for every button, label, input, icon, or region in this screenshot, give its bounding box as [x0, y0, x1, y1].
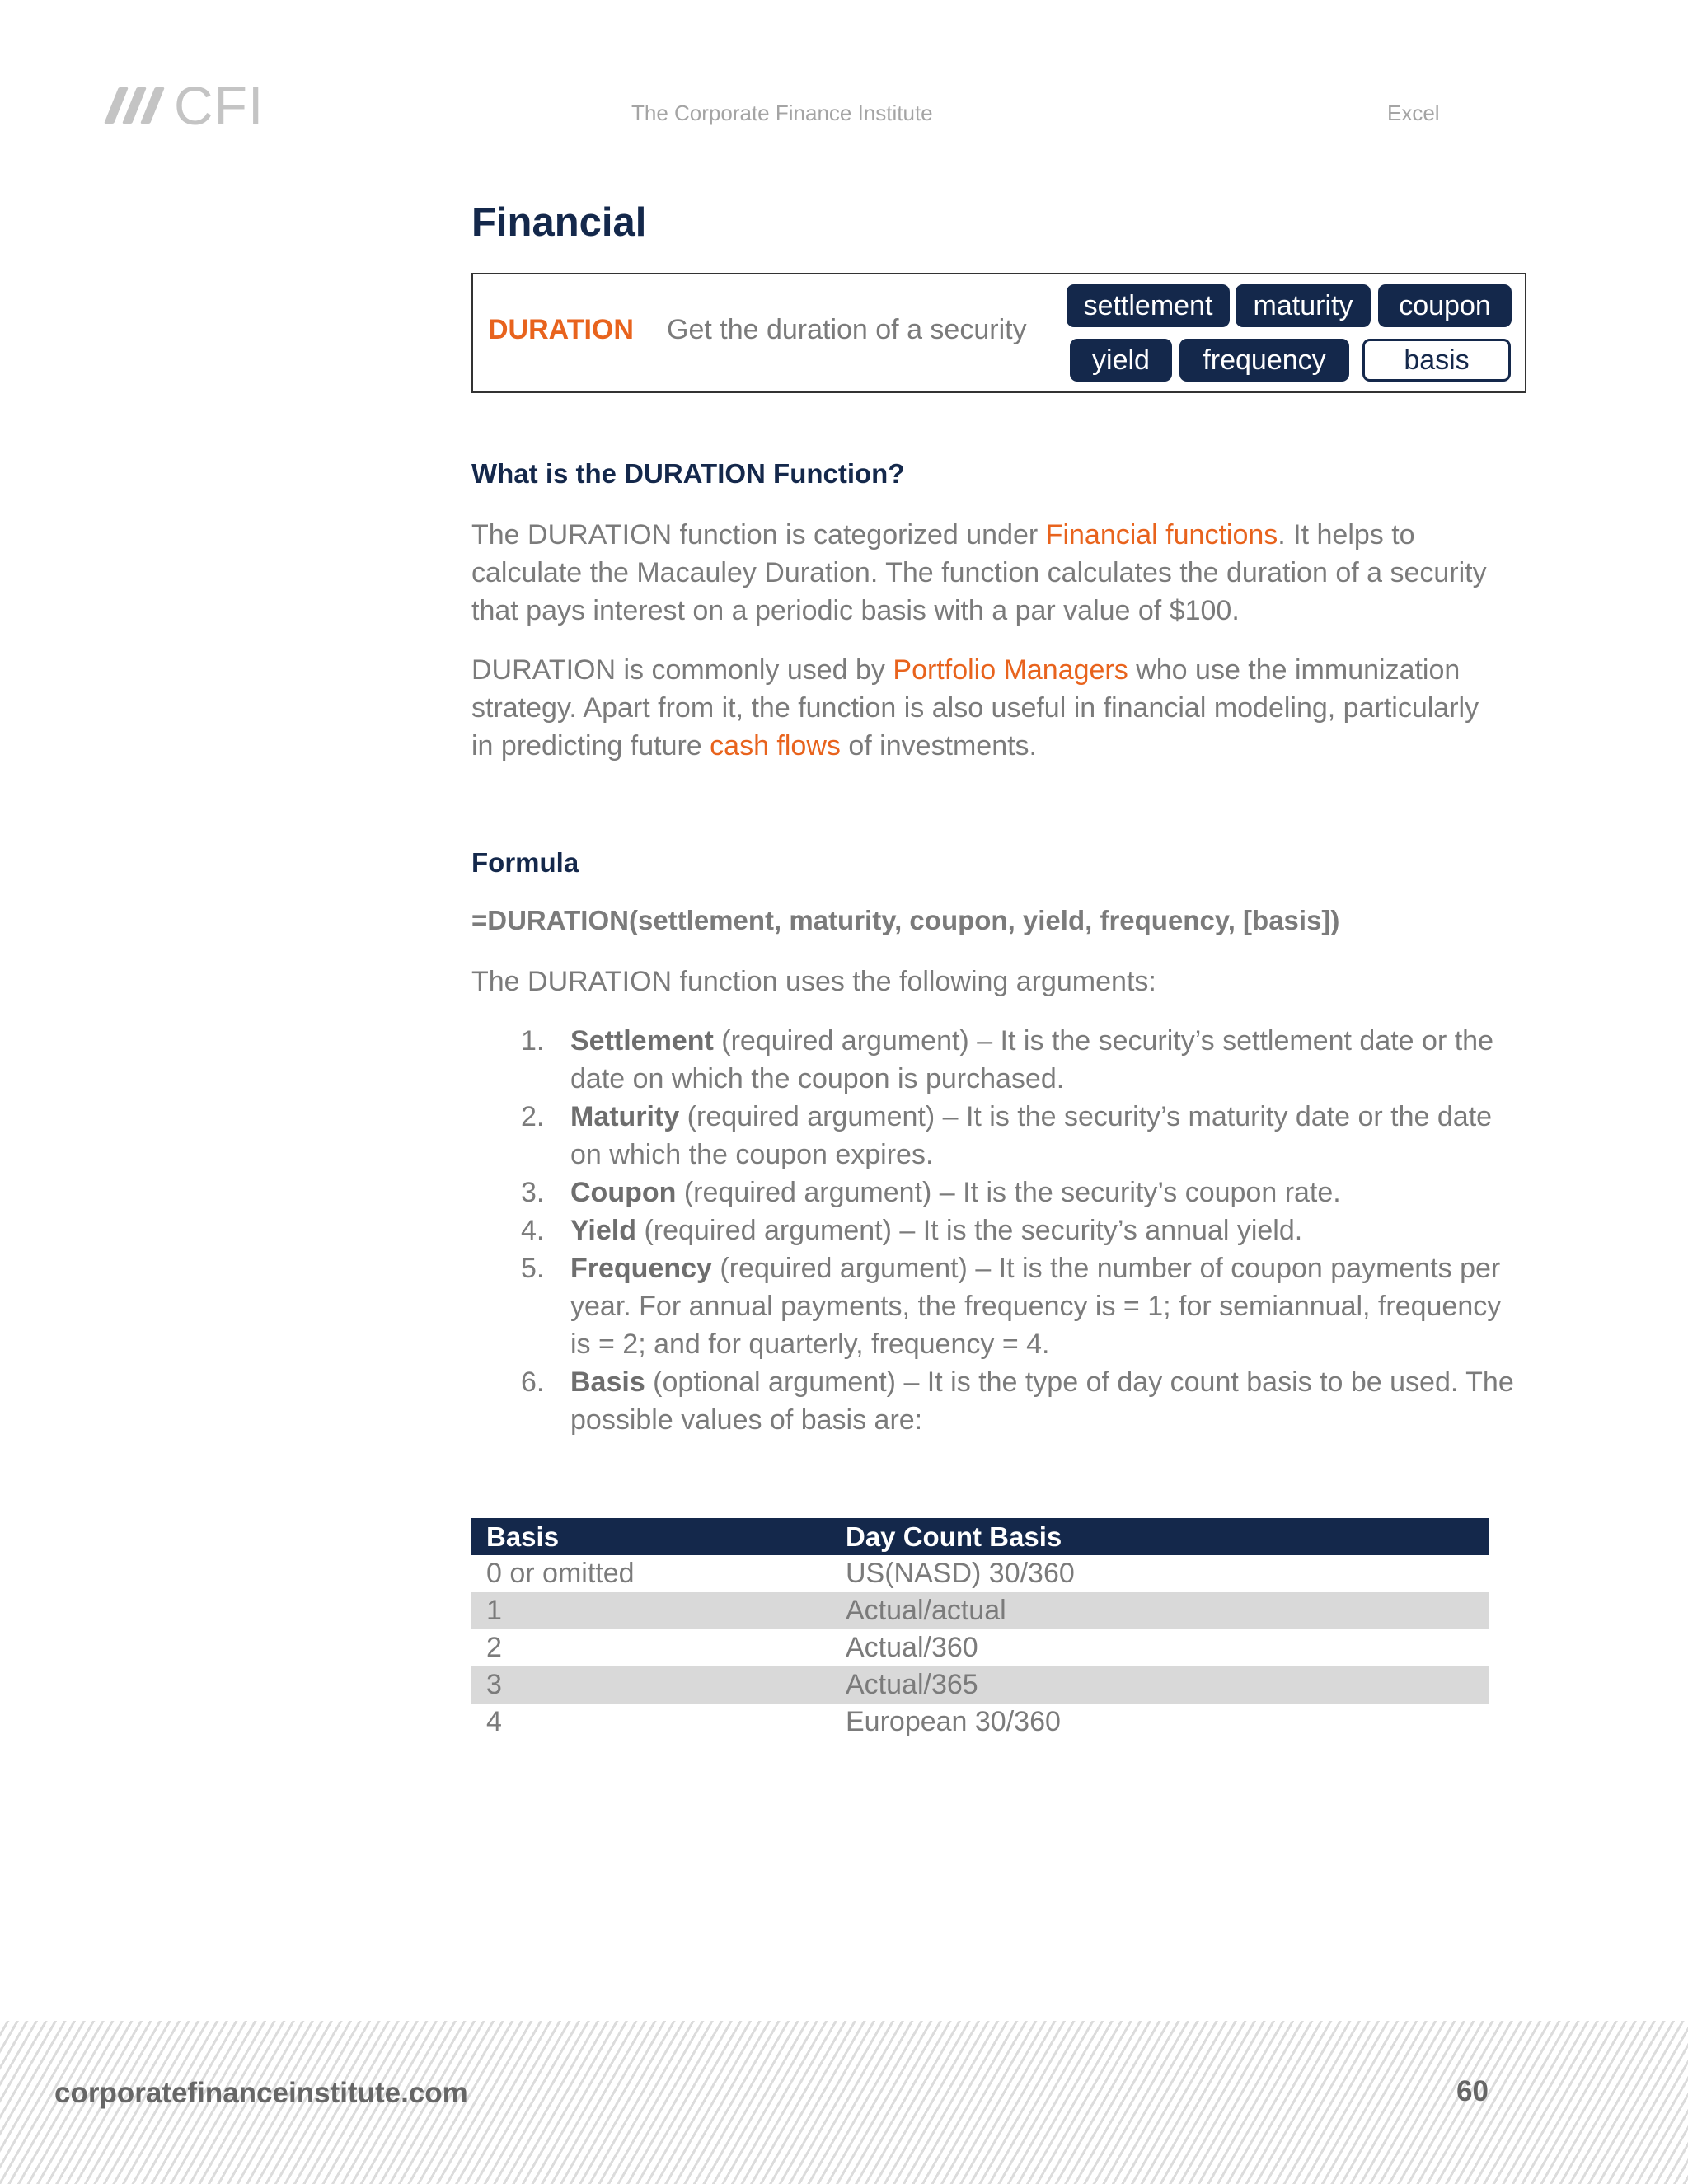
list-item: 5. Frequency (required argument) – It is the number of coupon payments per year. For annual payments, the frequency is = 1; for semiannual, frequency is = 2; and for quarterly, frequency = 4.	[521, 1253, 1502, 1360]
function-name: DURATION	[488, 314, 634, 345]
portfolio-managers-link[interactable]: Portfolio Managers	[893, 654, 1128, 686]
table-header-row	[471, 1518, 1489, 1555]
footer-url[interactable]: corporatefinanceinstitute.com	[54, 2077, 468, 2109]
argument-term: Frequency	[570, 1253, 712, 1284]
table-row: 0 or omitted US(NASD) 30/360	[486, 1558, 1075, 1589]
about-paragraph-1: The DURATION function is categorized under Financial functions. It helps to calculate the Macauley Duration. The function calculates the duration of a security that pays interest on a periodic basis with a par value of $100.	[471, 519, 1487, 626]
table-row: 4 European 30/360	[486, 1706, 1061, 1737]
argument-term: Coupon	[570, 1177, 677, 1208]
basis-table	[471, 1518, 1489, 1741]
arguments-intro: The DURATION function uses the following arguments:	[471, 966, 1156, 997]
function-description: Get the duration of a security	[667, 314, 1027, 345]
table-row: 2 Actual/360	[486, 1632, 978, 1663]
list-item: 3. Coupon (required argument) – It is the security’s coupon rate.	[521, 1177, 1341, 1208]
header-title: The Corporate Finance Institute	[631, 101, 933, 125]
argument-pill-frequency: frequency	[1179, 339, 1349, 382]
logo-text: CFI	[174, 75, 265, 136]
page-number: 60	[1456, 2075, 1489, 2107]
about-paragraph-2: DURATION is commonly used by Portfolio Managers who use the immunization strategy. Apart from it, the function is also useful in financial modeling, particularly in predicting future cash flows of investments.	[471, 654, 1479, 762]
argument-pill-yield: yield	[1070, 339, 1172, 382]
argument-term: Maturity	[570, 1101, 680, 1132]
function-summary-box	[471, 273, 1526, 393]
financial-functions-link[interactable]: Financial functions	[1045, 519, 1278, 551]
column-header-basis: Basis	[471, 1518, 831, 1555]
list-item: 2. Maturity (required argument) – It is the security’s maturity date or the date on which the coupon expires.	[521, 1101, 1493, 1170]
argument-pill-basis-optional: basis	[1362, 339, 1511, 382]
formula-syntax: =DURATION(settlement, maturity, coupon, yield, frequency, [basis])	[471, 905, 1340, 935]
table-row: 1 Actual/actual	[471, 1592, 1489, 1629]
arguments-list	[471, 1022, 1518, 1439]
argument-pill-maturity: maturity	[1236, 284, 1371, 327]
formula-heading: Formula	[471, 847, 579, 878]
list-item: 1. Settlement (required argument) – It is the security’s settlement date or the date on which the coupon is purchased.	[521, 1025, 1493, 1094]
about-heading: What is the DURATION Function?	[471, 458, 905, 489]
column-header-day-count-basis: Day Count Basis	[831, 1518, 1489, 1555]
cash-flows-link[interactable]: cash flows	[710, 730, 841, 762]
header-category: Excel	[1387, 101, 1440, 125]
argument-term: Yield	[570, 1215, 636, 1246]
section-title: Financial	[471, 200, 647, 245]
table-row: 3 Actual/365	[471, 1666, 1489, 1704]
argument-term: Settlement	[570, 1025, 714, 1057]
argument-pill-coupon: coupon	[1378, 284, 1512, 327]
list-item: 4. Yield (required argument) – It is the security’s annual yield.	[521, 1215, 1303, 1246]
list-item: 6. Basis (optional argument) – It is the type of day count basis to be used. The possible values of basis are:	[521, 1366, 1514, 1436]
cfi-logo	[111, 75, 265, 136]
argument-pill-settlement: settlement	[1067, 284, 1230, 327]
argument-term: Basis	[570, 1366, 645, 1398]
